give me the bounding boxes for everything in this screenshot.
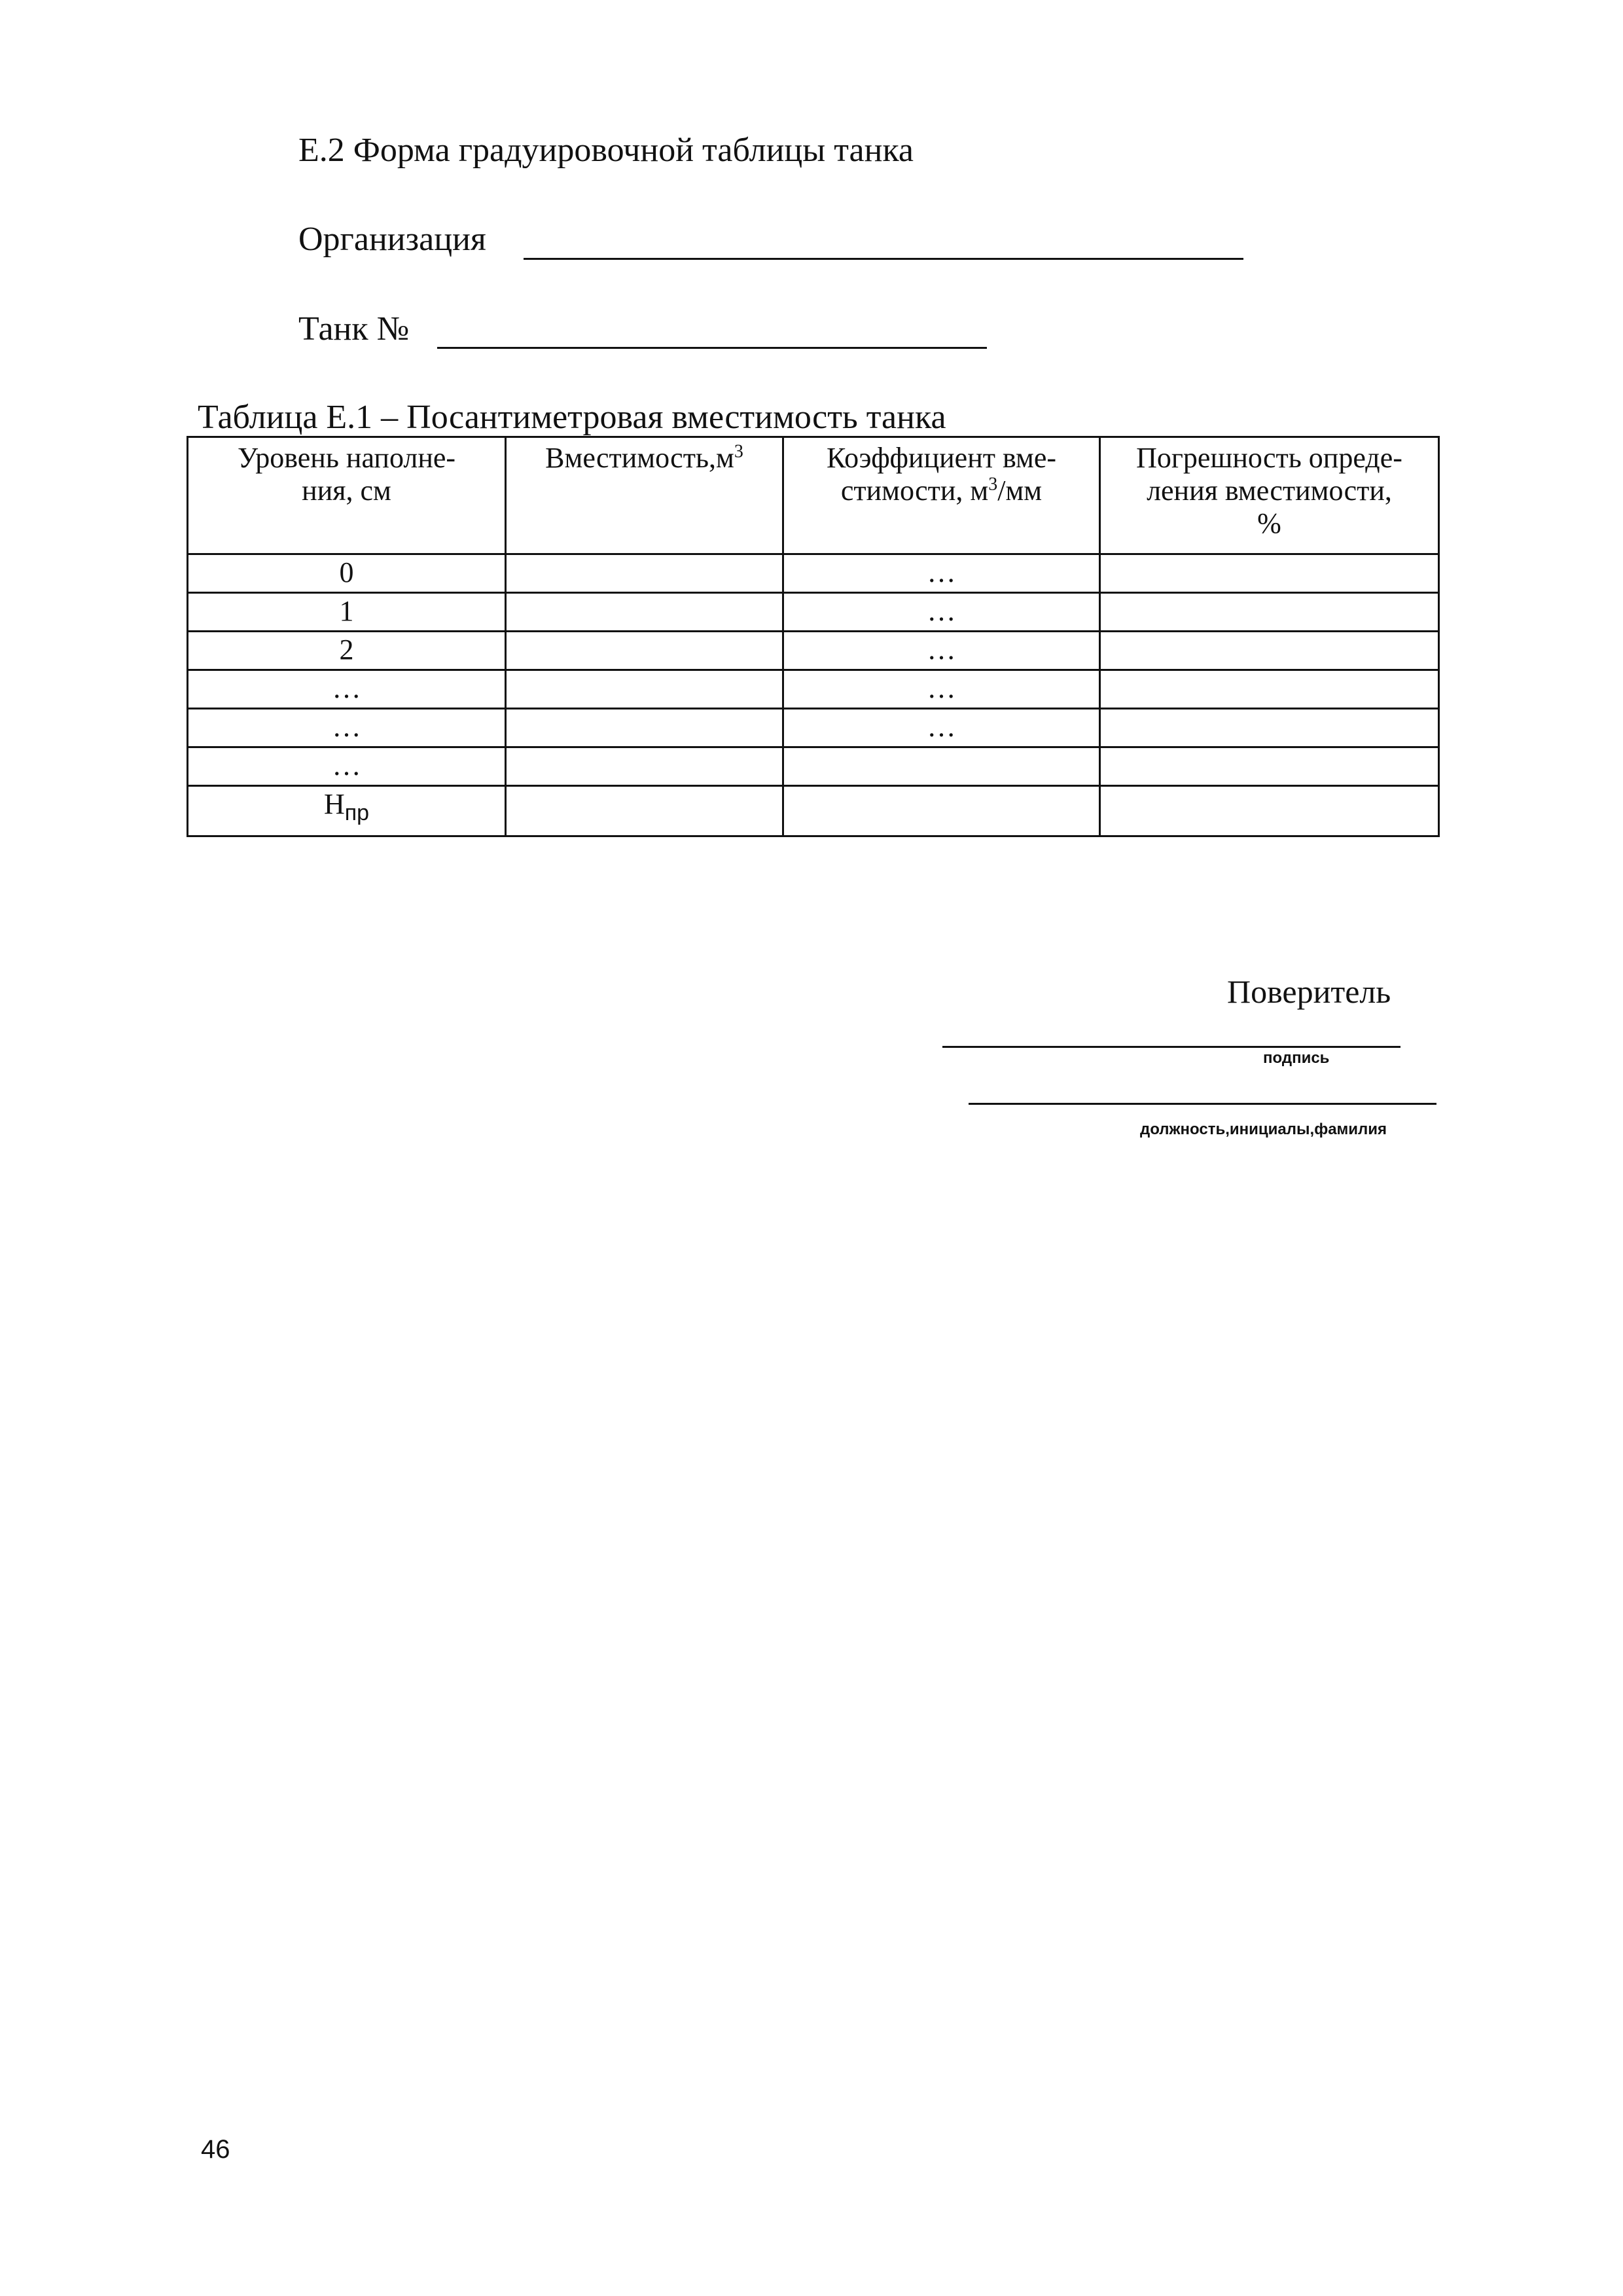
name-caption: должность,инициалы,фамилия [1140, 1121, 1387, 1138]
header-coefficient-line-1: Коэффициент вме- [826, 442, 1057, 474]
header-coefficient [783, 437, 1100, 554]
table-row [188, 747, 1439, 786]
table-row [188, 554, 1439, 593]
table-row [188, 632, 1439, 670]
table-row [188, 593, 1439, 632]
cell-capacity[interactable] [506, 709, 783, 747]
cell-error[interactable] [1100, 786, 1439, 836]
tank-number-label: Танк № [298, 310, 410, 348]
table-row-max-level [188, 786, 1439, 836]
cell-level: … [188, 747, 506, 786]
organization-label: Организация [298, 221, 486, 258]
header-fill-level [188, 437, 506, 554]
cell-coefficient: … [783, 632, 1100, 670]
cell-coefficient: … [783, 554, 1100, 593]
cell-capacity[interactable] [506, 593, 783, 632]
cell-level: 0 [188, 554, 506, 593]
max-level-symbol: Н [323, 788, 345, 820]
header-fill-level-line-1: Уровень наполне- [237, 442, 456, 474]
header-fill-level-line-2: ния, см [302, 475, 391, 507]
name-field-line[interactable] [969, 1103, 1436, 1105]
tank-number-field-line[interactable] [437, 347, 987, 349]
table-header-row [188, 437, 1439, 554]
header-coefficient-line-2 [789, 475, 1094, 507]
header-error-line-3: % [1257, 507, 1281, 539]
table-caption: Таблица Е.1 – Посантиметровая вместимость танка [198, 399, 946, 436]
header-capacity-text: Вместимость,м [545, 442, 734, 474]
cell-error[interactable] [1100, 747, 1439, 786]
cell-error[interactable] [1100, 632, 1439, 670]
cell-capacity[interactable] [506, 554, 783, 593]
header-error-line-1: Погрешность опреде- [1136, 442, 1402, 474]
header-error-line-2: ления вместимости, [1147, 475, 1392, 507]
capacity-table [187, 436, 1440, 837]
signature-caption: подпись [1263, 1049, 1330, 1067]
organization-field-line[interactable] [524, 258, 1243, 260]
cell-coefficient: … [783, 709, 1100, 747]
max-level-subscript: пр [344, 800, 370, 825]
cell-level: 2 [188, 632, 506, 670]
cell-level: 1 [188, 593, 506, 632]
cell-error[interactable] [1100, 709, 1439, 747]
cell-capacity[interactable] [506, 632, 783, 670]
cell-coefficient: … [783, 670, 1100, 709]
cell-level: … [188, 709, 506, 747]
cell-error[interactable] [1100, 593, 1439, 632]
cell-coefficient[interactable] [783, 786, 1100, 836]
cell-coefficient: … [783, 593, 1100, 632]
section-heading: Е.2 Форма градуировочной таблицы танка [298, 132, 914, 169]
header-coefficient-unit-exponent: 3 [988, 474, 998, 495]
cell-level-max [188, 786, 506, 836]
cell-level: … [188, 670, 506, 709]
cell-error[interactable] [1100, 670, 1439, 709]
header-coefficient-unit-rest: /мм [997, 475, 1043, 507]
header-capacity-unit-exponent: 3 [734, 441, 743, 462]
verifier-label: Поверитель [1227, 973, 1391, 1010]
header-capacity [506, 437, 783, 554]
table-row [188, 670, 1439, 709]
header-coefficient-line-2-text: стимости, м [840, 475, 989, 507]
cell-capacity[interactable] [506, 747, 783, 786]
cell-capacity[interactable] [506, 670, 783, 709]
cell-error[interactable] [1100, 554, 1439, 593]
cell-coefficient [783, 747, 1100, 786]
page-number: 46 [201, 2135, 230, 2164]
header-error [1100, 437, 1439, 554]
table-row [188, 709, 1439, 747]
cell-capacity[interactable] [506, 786, 783, 836]
signature-field-line[interactable] [942, 1046, 1400, 1048]
